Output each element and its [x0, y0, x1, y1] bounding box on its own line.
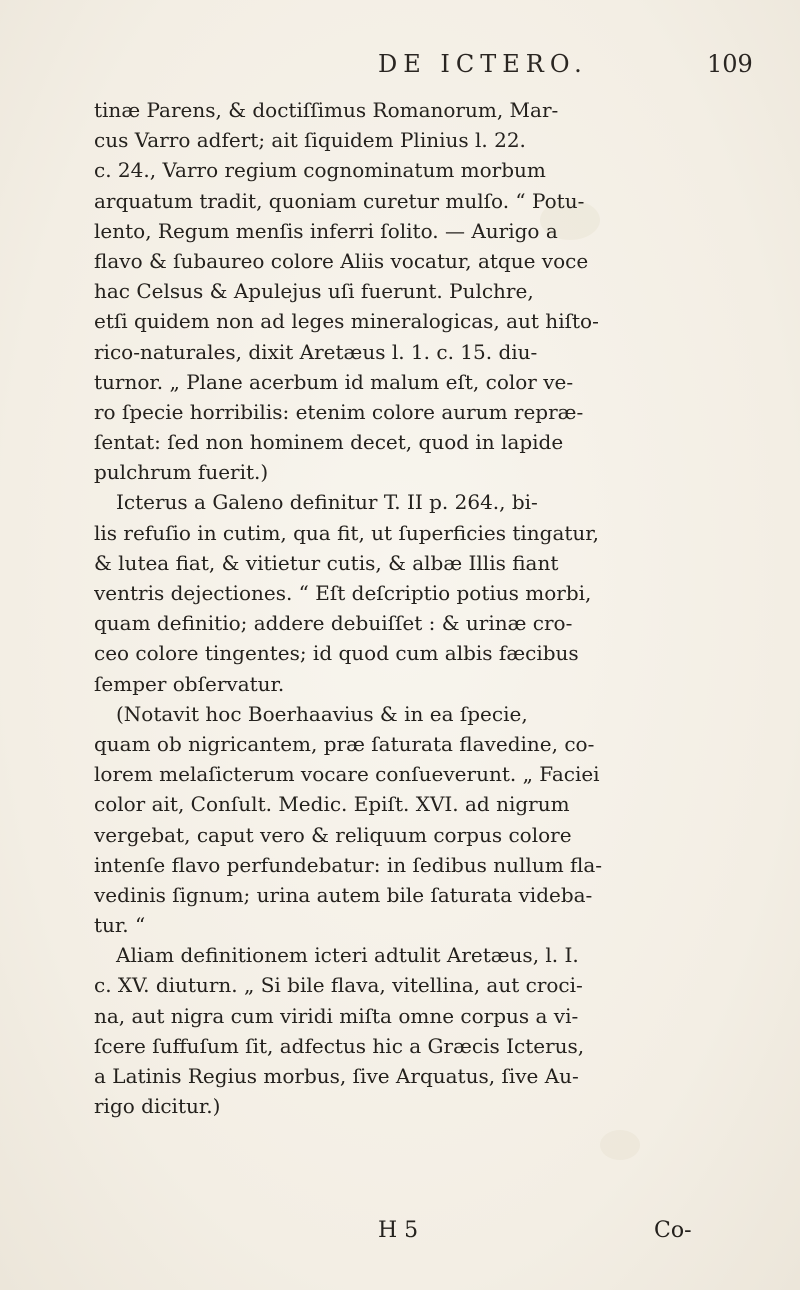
- text-line: cus Varro adfert; ait ſiquidem Plinius l. 22.: [94, 128, 526, 153]
- text-line: hac Celsus & Apulejus uſi fuerunt. Pulchre,: [94, 279, 534, 304]
- page-number: 109: [707, 50, 753, 78]
- text-line: ventris dejectiones. “ Eſt deſcriptio potius morbi,: [94, 581, 592, 605]
- text-line: rigo dicitur.): [94, 1094, 221, 1119]
- text-line: vedinis ſignum; urina autem bile ſaturata videba-: [94, 882, 593, 907]
- text-line: lento, Regum menſis inferri ſolito. — Aurigo a: [94, 218, 558, 243]
- signature-mark: H 5: [378, 1218, 419, 1243]
- text-line: tinæ Parens, & doctiſſimus Romanorum, Mar-: [94, 98, 559, 122]
- text-line: ceo colore tingentes; id quod cum albis fæcibus: [94, 641, 579, 666]
- text-line: quam definitio; addere debuiſſet : & urinæ cro-: [94, 611, 573, 636]
- page-footer: [0, 1218, 800, 1258]
- running-head: [0, 50, 800, 90]
- text-line: turnor. „ Plane acerbum id malum eſt, color ve-: [94, 369, 574, 394]
- text-line: ſentat: ſed non hominem decet, quod in lapide: [94, 430, 564, 455]
- text-line: pulchrum fuerit.): [94, 460, 269, 485]
- body-text: [94, 95, 704, 1121]
- text-line: ro ſpecie horribilis: etenim colore aurum repræ-: [94, 399, 584, 424]
- text-line: arquatum tradit, quoniam curetur mulſo. “ Potu-: [94, 188, 585, 213]
- text-line: a Latinis Regius morbus, ſive Arquatus, ſive Au-: [94, 1064, 579, 1088]
- text-line: (Notavit hoc Boerhaavius & in ea ſpecie,: [116, 701, 528, 726]
- text-line: na, aut nigra cum viridi miſta omne corpus a vi-: [94, 1003, 579, 1028]
- text-line: lorem melaſicterum vocare conſueverunt. „ Faciei: [94, 762, 600, 787]
- text-line: c. XV. diuturn. „ Si bile flava, vitellina, aut croci-: [94, 973, 583, 998]
- running-title: DE ICTERO.: [378, 50, 588, 78]
- text-line: tur. “: [94, 913, 146, 938]
- paper-stain: [600, 1130, 640, 1160]
- text-line: rico-naturales, dixit Aretæus l. 1. c. 15. diu-: [94, 339, 538, 364]
- text-line: Aliam definitionem icteri adtulit Aretæus, l. I.: [116, 943, 579, 968]
- text-line: ſemper obſervatur.: [94, 671, 285, 696]
- text-line: intenſe flavo perfundebatur: in ſedibus nullum fla-: [94, 852, 603, 877]
- text-line: quam ob nigricantem, præ ſaturata flavedine, co-: [94, 731, 595, 756]
- text-line: lis refuſio in cutim, qua fit, ut ſuperficies tingatur,: [94, 520, 600, 545]
- text-line: & lutea fiat, & vitietur cutis, & albæ Illis fiant: [94, 550, 559, 575]
- catchword: Co-: [654, 1218, 692, 1243]
- text-line: color ait, Conſult. Medic. Epiſt. XVI. ad nigrum: [94, 792, 570, 817]
- text-line: c. 24., Varro regium cognominatum morbum: [94, 158, 546, 183]
- text-line: vergebat, caput vero & reliquum corpus colore: [94, 822, 572, 847]
- text-line: etſi quidem non ad leges mineralogicas, aut hiſto-: [94, 309, 599, 334]
- text-line: flavo & ſubaureo colore Aliis vocatur, atque voce: [94, 248, 589, 273]
- text-line: ſcere ſuffuſum ſit, adfectus hic a Græcis Icterus,: [94, 1033, 585, 1058]
- text-line: Icterus a Galeno definitur T. II p. 264., bi-: [116, 490, 538, 515]
